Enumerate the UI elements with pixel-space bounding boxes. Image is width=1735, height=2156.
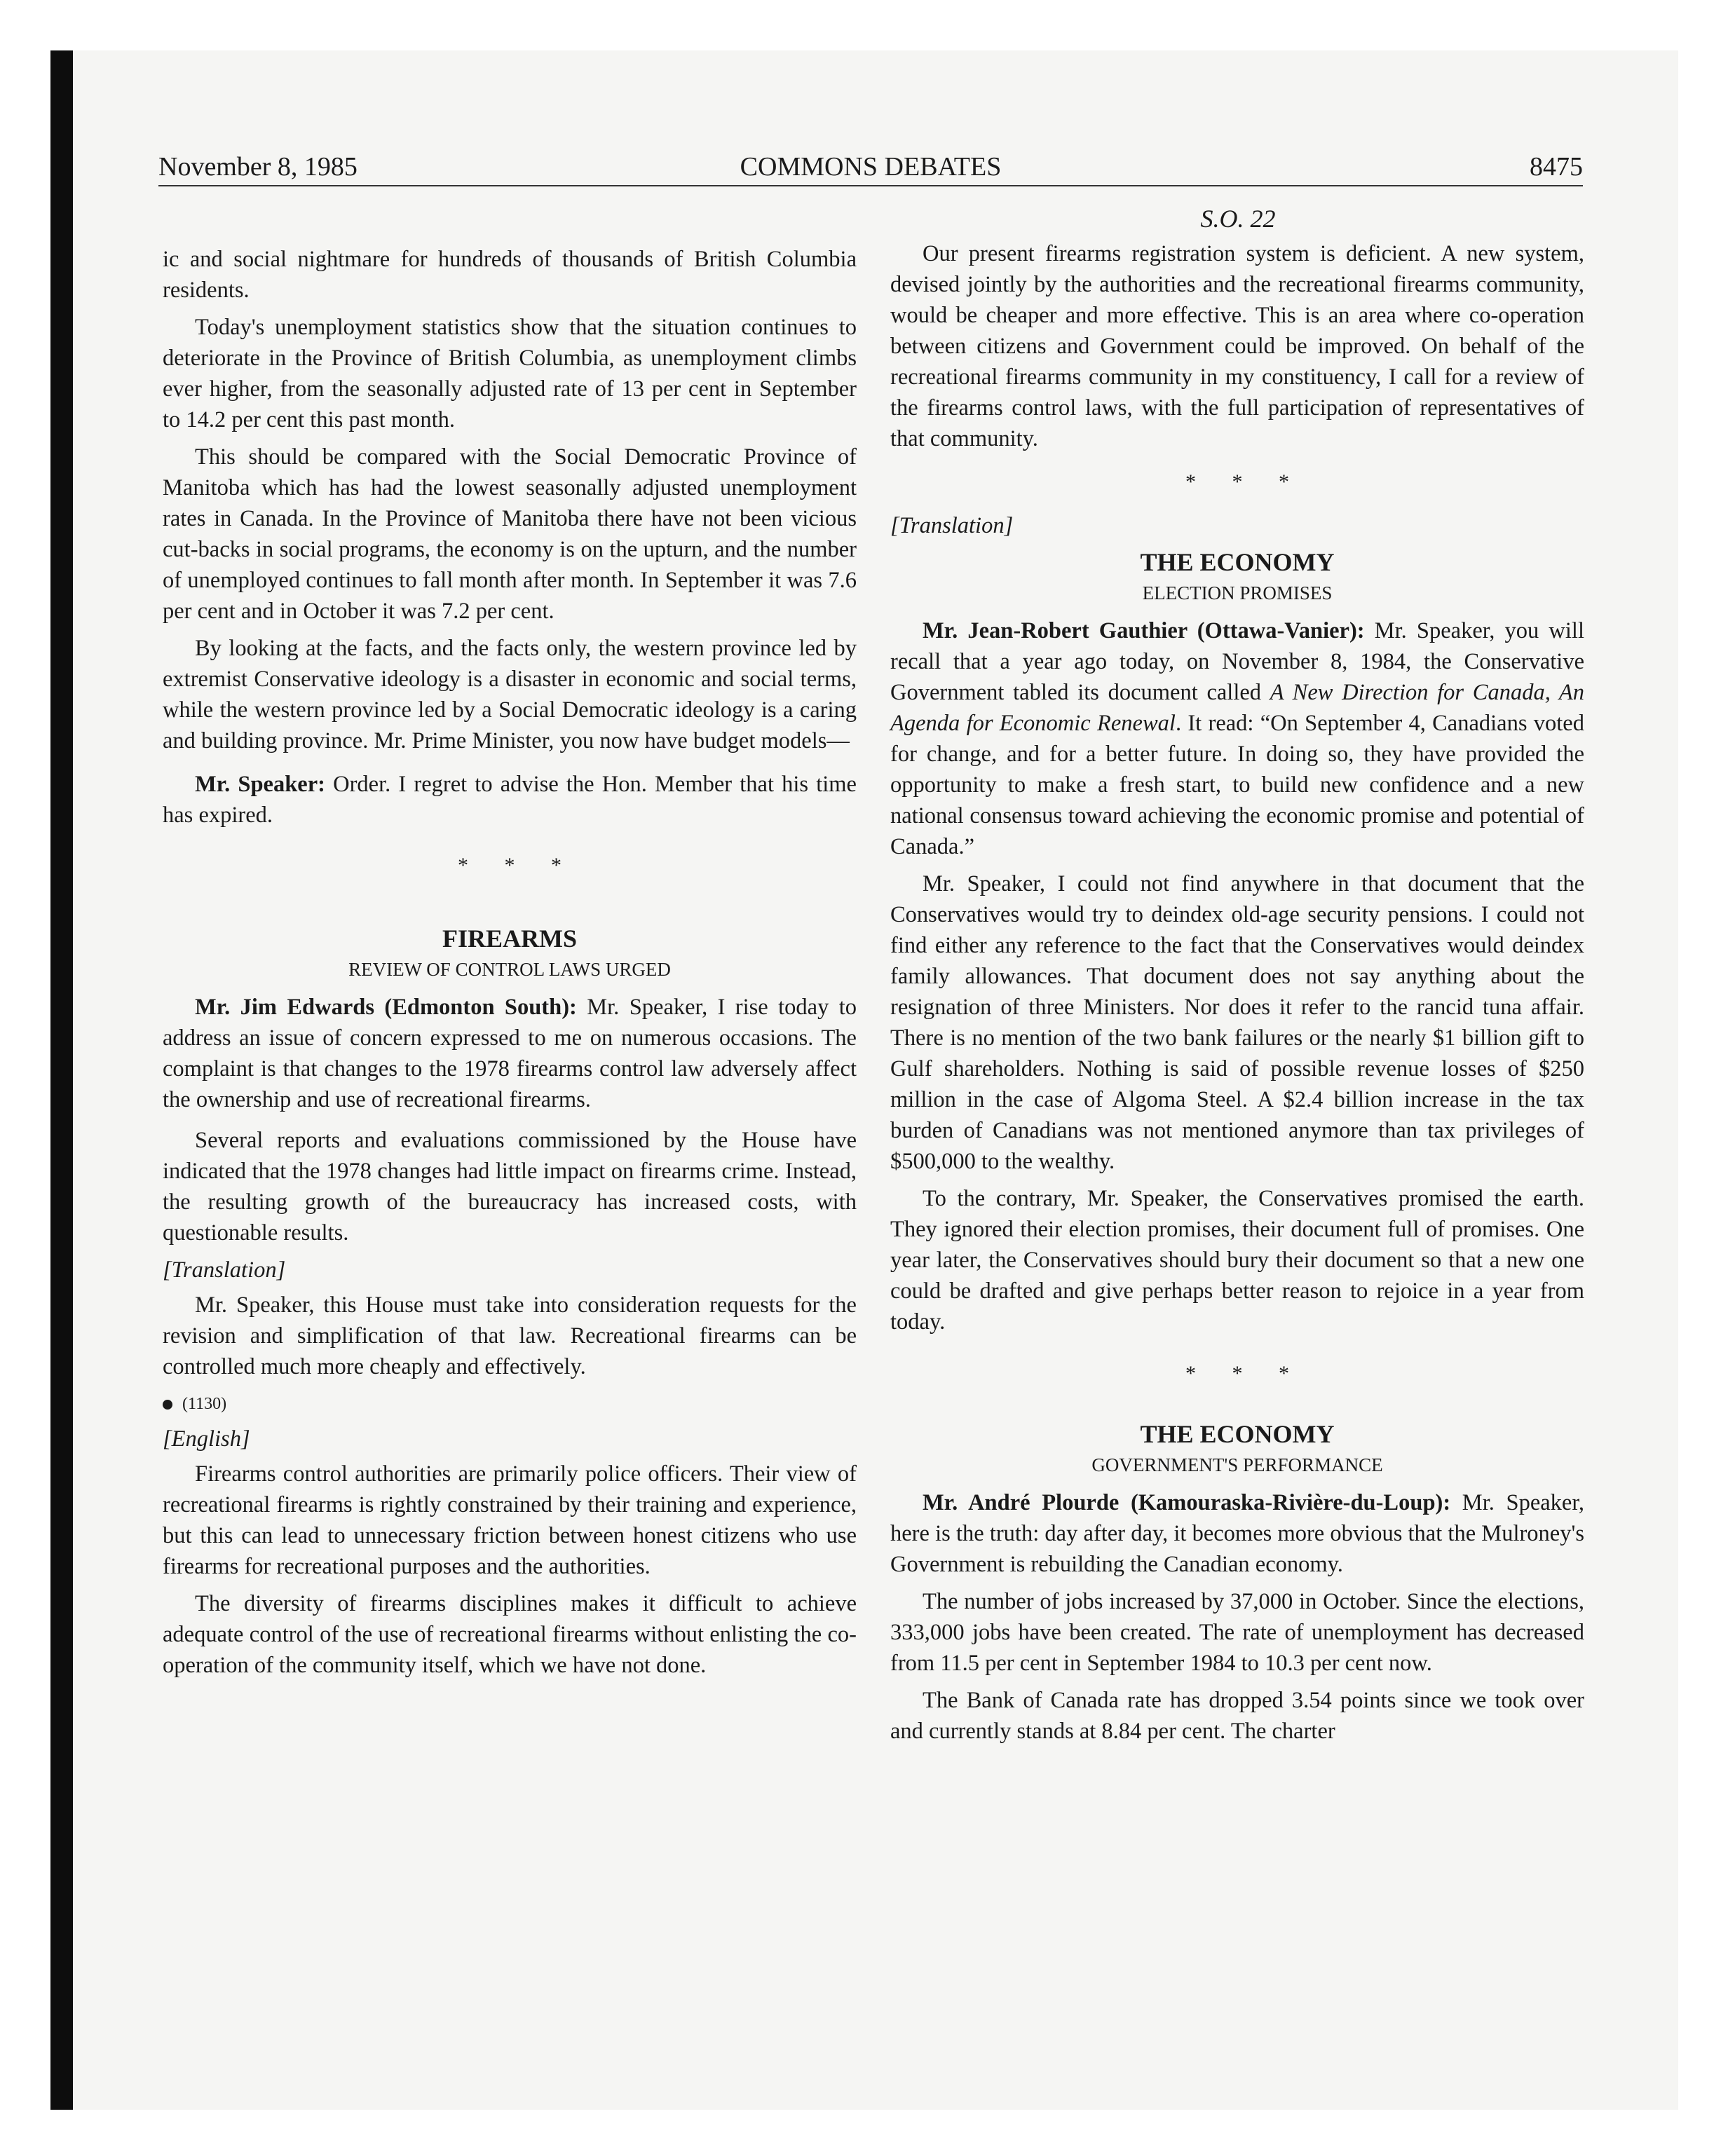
paragraph: The diversity of firearms disciplines makes it difficult to achieve adequate control of the use of recreational firearms without enlisting the co-operation of the community itself, which we have not done. [163,1591,857,1678]
section-separator: * * * [1185,470,1305,493]
header-date: November 8, 1985 [158,152,358,182]
paragraph: The number of jobs increased by 37,000 in October. Since the elections, 333,000 jobs have been created. The rate of unemployment has decreased from 11.5 per cent in September 1984 to 10.3 per cent now. [890,1589,1584,1676]
section-heading: THE ECONOMY [1140,1420,1335,1448]
paragraph: Today's unemployment statistics show that the situation continues to deteriorate in the Province of British Columbia, as unemployment climbs ever higher, from the seasonally adjusted rate of 13 per cent in September to 14.2 per cent this past month. [163,315,857,432]
scan-edge [50,50,73,2110]
header-page-number: 8475 [1530,152,1583,182]
translation-label: [Translation] [890,513,1014,538]
header-publication: COMMONS DEBATES [740,152,1002,182]
time-marker [163,1389,857,1419]
right-column [890,238,1584,1753]
paragraph: By looking at the facts, and the facts only, the western province led by extremist Conservative ideology is a disaster in economic and social terms, while the western province led by a Social Democratic ideology is a caring and building province. Mr. Prime Minister, you now have budget models— [163,636,857,753]
paragraph: Mr. Speaker, this House must take into consideration requests for the revision and simplification of that law. Recreational firearms can be controlled much more cheaply and effectively. [163,1292,857,1379]
translation-label: [Translation] [163,1257,286,1283]
standing-order-label: S.O. 22 [1200,205,1276,233]
paragraph: Firearms control authorities are primarily police officers. Their view of recreational firearms is rightly constrained by their training and experience, but this can lead to unnecessary friction between honest citizens who use firearms for recreational purposes and the authorities. [163,1461,857,1579]
speaker-paragraph [163,769,857,831]
header-rule [158,185,1583,186]
speech-text: Mr. Speaker, you will recall that a year ago today, on November 8, 1984, the Conservative Government tabled its document called [890,618,1584,705]
speech-text: Order. I regret to advise the Hon. Member that his time has expired. [163,772,857,828]
page-header [158,150,1583,184]
paragraph: Our present firearms registration system is deficient. A new system, devised jointly by the authorities and the recreational firearms community, would be cheaper and more effective. This is an area where co-operation between citizens and Government could be improved. On behalf of the recreational firearms community in my constituency, I call for a review of the firearms control laws, with the full participation of representatives of that community. [890,241,1584,451]
speech-text: Mr. Speaker, I rise today to address an issue of concern expressed to me on numerous occasions. The complaint is that changes to the 1978 firearms control law adversely affect the ownership and use of recreational firearms. [163,995,857,1112]
speaker-name: Mr. Jean-Robert Gauthier (Ottawa-Vanier): [923,618,1365,643]
paragraph: Several reports and evaluations commissioned by the House have indicated that the 1978 changes had little impact on firearms crime. Instead, the resulting growth of the bureaucracy has increased costs, with questionable results. [163,1128,857,1246]
speaker-paragraph [890,1487,1584,1580]
section-heading: THE ECONOMY [1140,548,1335,576]
section-subheading: GOVERNMENT'S PERFORMANCE [1091,1454,1383,1475]
section-subheading: ELECTION PROMISES [1142,582,1333,603]
paragraph: The Bank of Canada rate has dropped 3.54 points since we took over and currently stands at 8.84 per cent. The charter [890,1688,1584,1744]
time-marker-text: (1130) [182,1395,227,1413]
document-title: A New Direction for Canada, An Agenda for Economic Renewal [890,680,1585,736]
left-column [163,244,857,1687]
speaker-paragraph [890,615,1584,862]
paragraph: ic and social nightmare for hundreds of thousands of British Columbia residents. [163,247,857,303]
paragraph: This should be compared with the Social Democratic Province of Manitoba which has had the lowest seasonally adjusted unemployment rates in Canada. In the Province of Manitoba there have not been vicious cut-backs in social programs, the economy is on the upturn, and the number of unemployed continues to fall month after month. In September it was 7.6 per cent and in October it was 7.2 per cent. [163,444,857,624]
speaker-paragraph [163,992,857,1115]
section-separator: * * * [1185,1362,1305,1385]
paragraph: Mr. Speaker, I could not find anywhere in that document that the Conservatives would try to deindex old-age security pensions. I could not find either any reference to the fact that the Conservatives would deindex family allowances. That document does not say anything about the resignation of three Ministers. Nor does it refer to the rancid tuna affair. There is no mention of the two bank failures or the nearly $1 billion gift to Gulf shareholders. Nothing is said of possible revenue losses of $250 million in the case of Algoma Steel. A $2.4 billion increase in the tax burden of Canadians was not mentioned anymore than tax privileges of $500,000 to the wealthy. [890,871,1584,1174]
speaker-name: Mr. Speaker: [195,772,325,797]
section-separator: * * * [458,854,577,877]
speech-text: . It read: “On September 4, Canadians voted for change, and for a better future. In doing so, they have provided the opportunity to make a fresh start, to build new confidence and a new national consensus toward achieving the economic promise and potential of Canada.” [890,711,1584,859]
section-heading: FIREARMS [442,925,577,953]
speaker-name: Mr. Jim Edwards (Edmonton South): [195,995,577,1020]
bullet-icon [163,1400,172,1410]
paragraph: To the contrary, Mr. Speaker, the Conservatives promised the earth. They ignored their election promises, their document full of promises. One year later, the Conservatives should bury their document so that a new one could be drafted and give perhaps better reason to rejoice in a year from today. [890,1186,1584,1335]
language-label: [English] [163,1426,250,1452]
speaker-name: Mr. André Plourde (Kamouraska-Rivière-du-Loup): [923,1490,1451,1515]
speech-text: Mr. Speaker, here is the truth: day after day, it becomes more obvious that the Mulroney's Government is rebuilding the Canadian economy. [890,1490,1584,1577]
section-subheading: REVIEW OF CONTROL LAWS URGED [348,959,671,980]
